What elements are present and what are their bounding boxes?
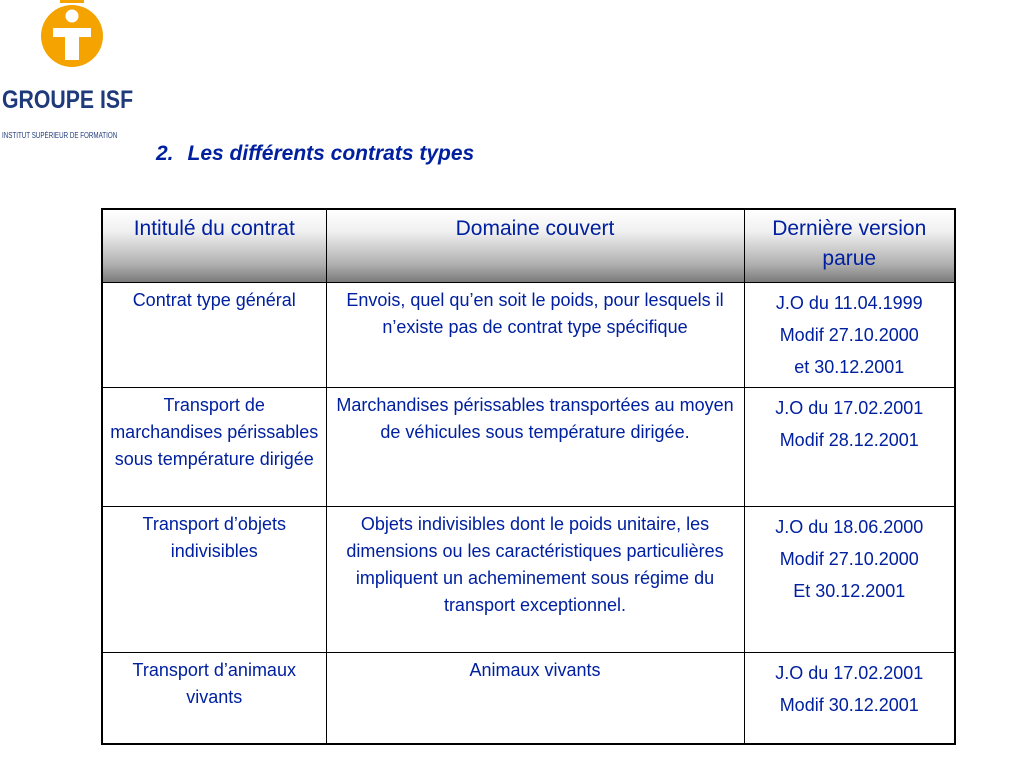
version-line: Modif 27.10.2000 bbox=[779, 549, 919, 569]
section-number: 2. bbox=[156, 142, 174, 165]
version-line: J.O du 17.02.2001 bbox=[775, 663, 924, 683]
version-line: J.O du 11.04.1999 bbox=[775, 293, 923, 313]
version-line: J.O du 18.06.2000 bbox=[775, 517, 924, 537]
version-cell bbox=[744, 653, 955, 745]
version-line: et 30.12.2001 bbox=[794, 357, 905, 377]
version-line: Et 30.12.2001 bbox=[793, 581, 906, 601]
header-domain: Domaine couvert bbox=[326, 209, 744, 283]
domain-cell: Envois, quel qu’en soit le poids, pour lesquels il n’existe pas de contrat type spécifique bbox=[326, 283, 744, 388]
table-header-row bbox=[102, 209, 955, 283]
table-row bbox=[102, 507, 955, 653]
table-row bbox=[102, 283, 955, 388]
version-line: J.O du 17.02.2001 bbox=[775, 398, 924, 418]
section-title-text: Les différents contrats types bbox=[187, 142, 475, 165]
groupe-isf-logo bbox=[0, 0, 150, 150]
version-cell bbox=[744, 507, 955, 653]
contract-cell: Transport d’animaux vivants bbox=[102, 653, 326, 745]
version-line: Modif 30.12.2001 bbox=[779, 695, 919, 715]
contract-cell: Contrat type général bbox=[102, 283, 326, 388]
domain-cell: Marchandises périssables transportées au moyen de véhicules sous température dirigée. bbox=[326, 388, 744, 507]
table-row bbox=[102, 388, 955, 507]
version-line: Modif 28.12.2001 bbox=[779, 430, 919, 450]
version-cell bbox=[744, 388, 955, 507]
logo-tagline: INSTITUT SUPÉRIEUR DE FORMATION bbox=[2, 131, 118, 140]
logo-name: GROUPE ISF bbox=[2, 86, 134, 114]
header-version: Dernière version parue bbox=[744, 209, 955, 283]
isf-person-icon bbox=[0, 0, 150, 90]
version-cell bbox=[744, 283, 955, 388]
domain-cell: Animaux vivants bbox=[326, 653, 744, 745]
domain-cell: Objets indivisibles dont le poids unitaire, les dimensions ou les caractéristiques particulières impliquent un acheminement sous régime du transport exceptionnel. bbox=[326, 507, 744, 653]
contracts-table bbox=[101, 208, 956, 745]
table-row bbox=[102, 653, 955, 745]
header-contract: Intitulé du contrat bbox=[102, 209, 326, 283]
contract-cell: Transport d’objets indivisibles bbox=[102, 507, 326, 653]
version-line: Modif 27.10.2000 bbox=[779, 325, 919, 345]
contract-cell: Transport de marchandises périssables sous température dirigée bbox=[102, 388, 326, 507]
section-title bbox=[156, 142, 474, 166]
